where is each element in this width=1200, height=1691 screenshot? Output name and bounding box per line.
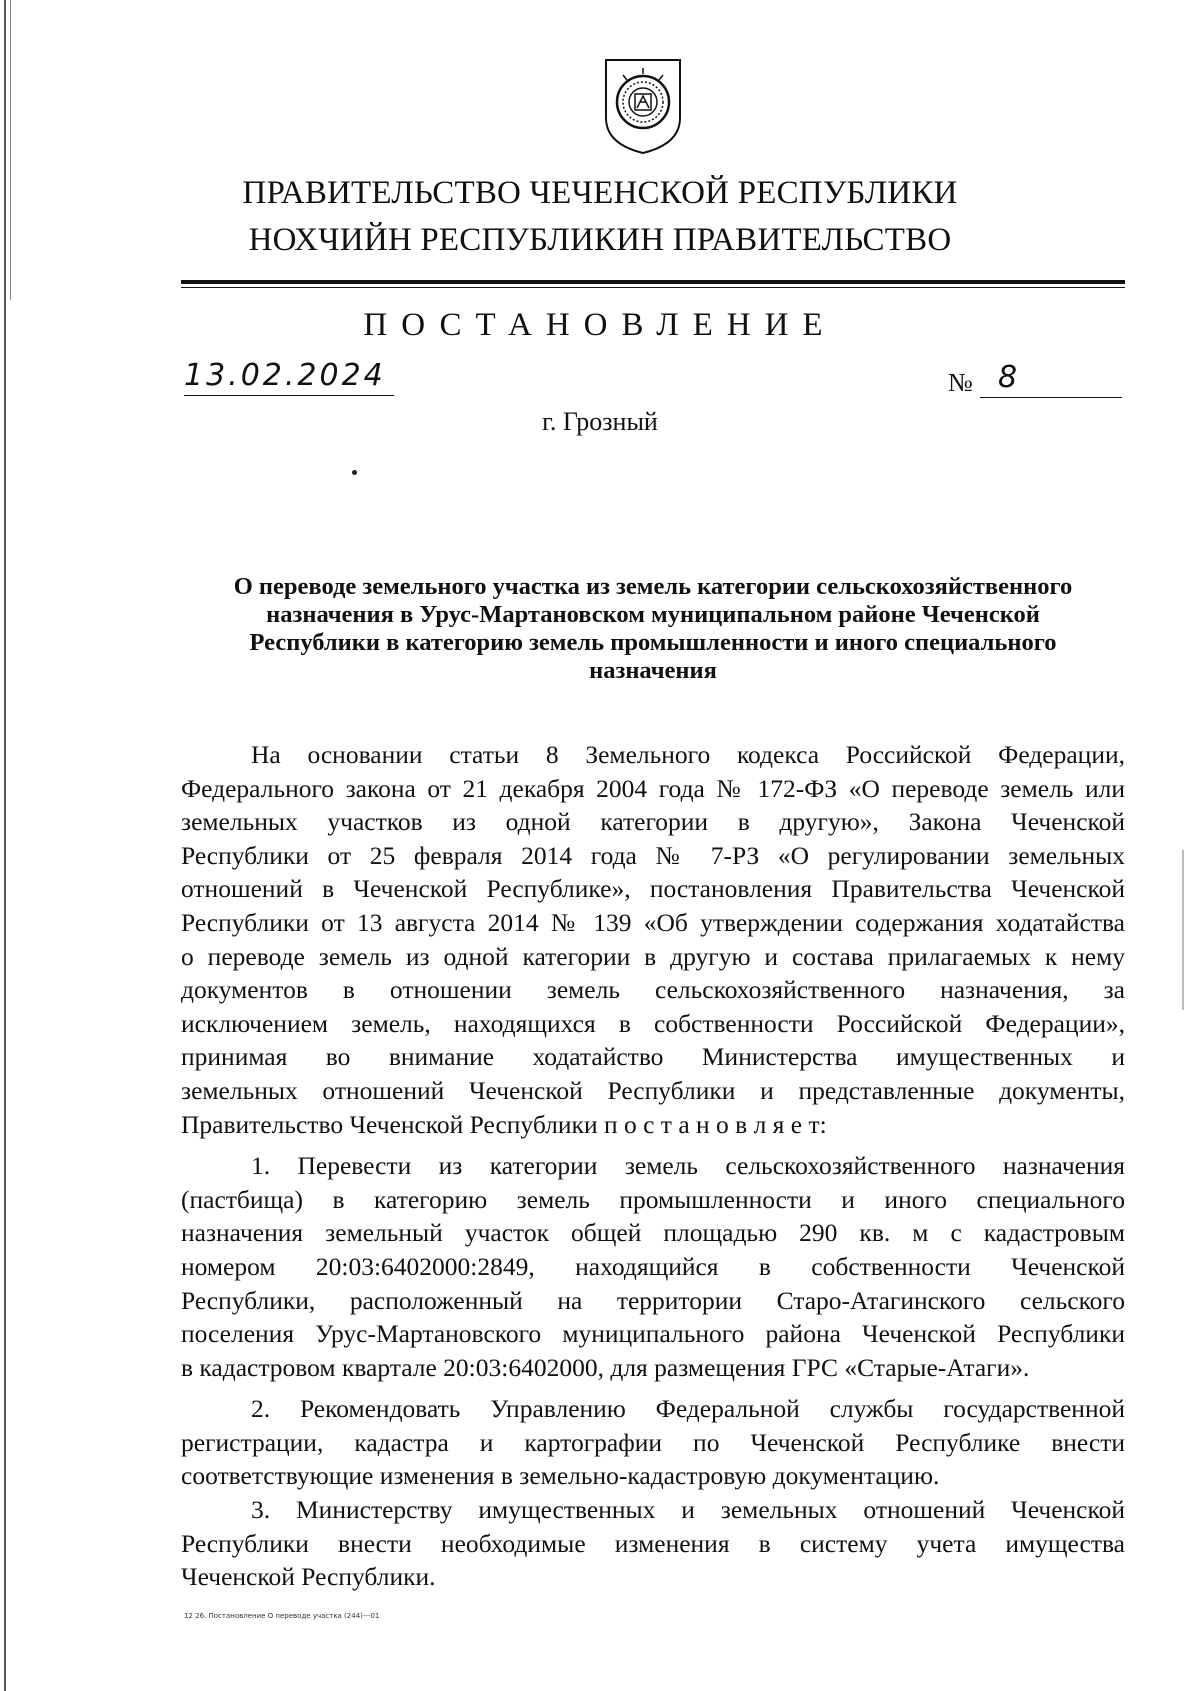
document-body — [181, 738, 1125, 1594]
body-line: 2. Рекомендовать Управлению Федеральной службы государственной — [251, 1394, 1125, 1424]
body-line: 3. Министерству имущественных и земельных отношений Чеченской — [251, 1495, 1125, 1525]
document-title — [181, 573, 1125, 685]
clause-1-paragraph — [181, 1149, 1125, 1384]
body-line: соответствующие изменения в земельно-кадастровую документацию. — [181, 1461, 940, 1491]
header-rule-thin — [181, 287, 1125, 288]
title-line: О переводе земельного участка из земель категории сельскохозяйственного — [233, 573, 1073, 600]
preamble-paragraph — [181, 738, 1125, 1141]
body-line: принимая во внимание ходатайство Министерства имущественных и — [181, 1042, 1125, 1072]
scan-mark — [1182, 850, 1184, 1010]
scan-dot — [352, 470, 357, 475]
body-line: Правительство Чеченской Республики п о с т а н о в л я е т: — [181, 1109, 827, 1139]
government-name-russian: ПРАВИТЕЛЬСТВО ЧЕЧЕНСКОЙ РЕСПУБЛИКИ — [242, 175, 958, 211]
body-line: регистрации, кадастра и картографии по Чеченской Республике внести — [181, 1427, 1125, 1457]
coat-of-arms-icon — [602, 56, 684, 156]
document-type: ПОСТАНОВЛЕНИЕ — [363, 307, 837, 343]
title-line: Республики в категорию земель промышленности и иного специального — [249, 629, 1057, 656]
body-line: назначения земельный участок общей площадью 290 кв. м с кадастровым — [181, 1218, 1125, 1248]
title-line: назначения — [589, 657, 717, 684]
body-line: земельных участков из одной категории в другую», Закона Чеченской — [181, 807, 1125, 837]
body-line: Республики, расположенный на территории Старо-Атагинского сельского — [181, 1285, 1125, 1315]
body-line: исключением земель, находящихся в собственности Российской Федерации», — [181, 1008, 1125, 1038]
clause-2-paragraph — [181, 1392, 1125, 1493]
body-line: в кадастровом квартале 20:03:6402000, для размещения ГРС «Старые-Атаги». — [181, 1352, 1030, 1382]
body-line: На основании статьи 8 Земельного кодекса Российской Федерации, — [251, 740, 1125, 769]
government-name-chechen: НОХЧИЙН РЕСПУБЛИКИН ПРАВИТЕЛЬСТВО — [248, 222, 952, 258]
body-line: поселения Урус-Мартановского муниципального района Чеченской Республики — [181, 1319, 1125, 1349]
body-line: отношений в Чеченской Республике», постановления Правительства Чеченской — [181, 874, 1125, 904]
footer-file-code: 12 26. Постановление О переводе участка (244)---01 — [184, 1612, 380, 1620]
body-line: Республики от 25 февраля 2014 года № 7-РЗ «О регулировании земельных — [181, 840, 1125, 870]
body-line: (пастбища) в категорию земель промышленности и иного специального — [181, 1184, 1125, 1214]
body-line: о переводе земель из одной категории в другую и состава прилагаемых к нему — [181, 941, 1125, 971]
clause-3-paragraph — [181, 1493, 1125, 1594]
body-line: земельных отношений Чеченской Республики и представленные документы, — [181, 1075, 1125, 1105]
body-line: Федерального закона от 21 декабря 2004 года № 172-ФЗ «О переводе земель или — [181, 773, 1125, 803]
document-city: г. Грозный — [542, 407, 658, 436]
body-line: Чеченской Республики. — [181, 1562, 436, 1592]
document-date: 13.02.2024 — [184, 358, 394, 396]
body-line: номером 20:03:6402000:2849, находящийся в собственности Чеченской — [181, 1251, 1125, 1281]
body-line: 1. Перевести из категории земель сельскохозяйственного назначения — [251, 1151, 1125, 1181]
number-label: № — [948, 368, 973, 397]
document-number: 8 — [980, 360, 1122, 398]
body-line: документов в отношении земель сельскохозяйственного назначения, за — [181, 975, 1125, 1005]
body-line: Республики внести необходимые изменения в систему учета имущества — [181, 1528, 1125, 1558]
body-line: Республики от 13 августа 2014 № 139 «Об утверждении содержания ходатайства — [181, 907, 1125, 937]
title-line: назначения в Урус-Мартановском муниципальном районе Чеченской — [266, 601, 1040, 628]
header-rule-thick — [181, 280, 1125, 284]
